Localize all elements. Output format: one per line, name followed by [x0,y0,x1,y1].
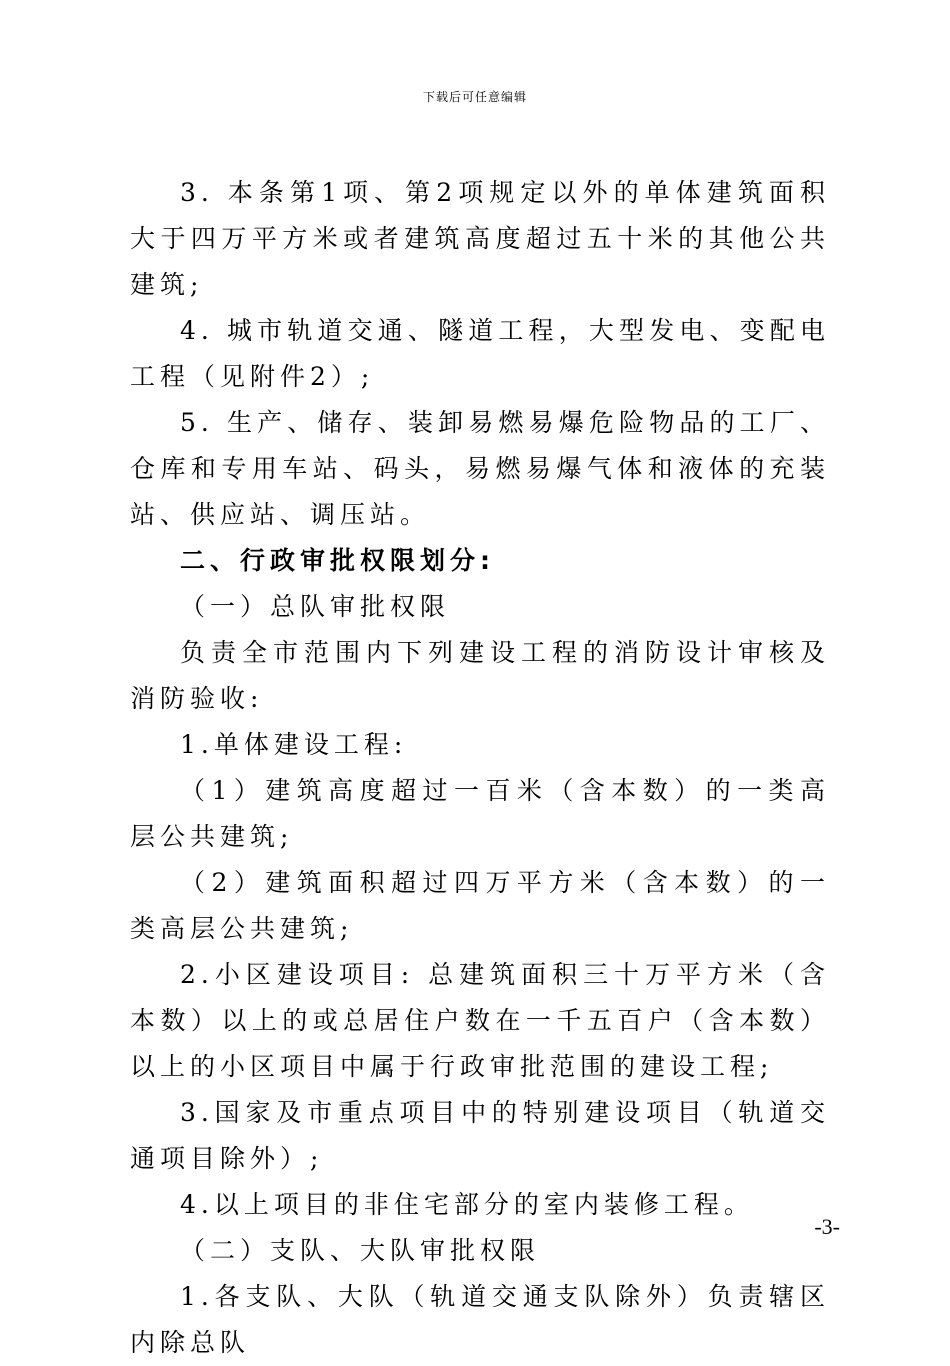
paragraph-sub-item-1: （1）建筑高度超过一百米（含本数）的一类高层公共建筑; [130,776,830,851]
header-note: 下载后可任意编辑 [422,90,527,104]
paragraph-item-5: 5. 生产、储存、装卸易燃易爆危险物品的工厂、仓库和专用车站、码头，易燃易爆气体和液体的充装站、供应站、调压站。 [130,408,830,529]
paragraph-key-project: 3.国家及市重点项目中的特别建设项目（轨道交通项目除外）; [130,1098,830,1173]
paragraph-single-building: 1.单体建设工程: [180,730,408,759]
paragraph-residential-project: 2.小区建设项目: 总建筑面积三十万平方米（含本数）以上的或总居住户数在一千五百户（含本数）以上的小区项目中属于行政审批范围的建设工程; [130,960,830,1081]
section-heading-2: 二、行政审批权限划分: [180,546,495,575]
paragraph-item-3: 3. 本条第1项、第2项规定以外的单体建筑面积大于四万平方米或者建筑高度超过五十米的其他公共建筑; [130,178,830,299]
paragraph-branch-scope: 1.各支队、大队（轨道交通支队除外）负责辖区内除总队 [130,1282,830,1357]
paragraph-scope: 负责全市范围内下列建设工程的消防设计审核及消防验收: [130,638,830,713]
subsection-heading-2: （二）支队、大队审批权限 [180,1236,541,1265]
subsection-heading-1: （一）总队审批权限 [180,592,451,621]
paragraph-sub-item-2: （2）建筑面积超过四万平方米（含本数）的一类高层公共建筑; [130,868,830,943]
document-body [130,170,830,1366]
page-number: -3- [814,1214,840,1239]
paragraph-interior-decoration: 4.以上项目的非住宅部分的室内装修工程。 [180,1190,754,1219]
paragraph-item-4: 4. 城市轨道交通、隧道工程，大型发电、变配电工程（见附件2）; [130,316,830,391]
